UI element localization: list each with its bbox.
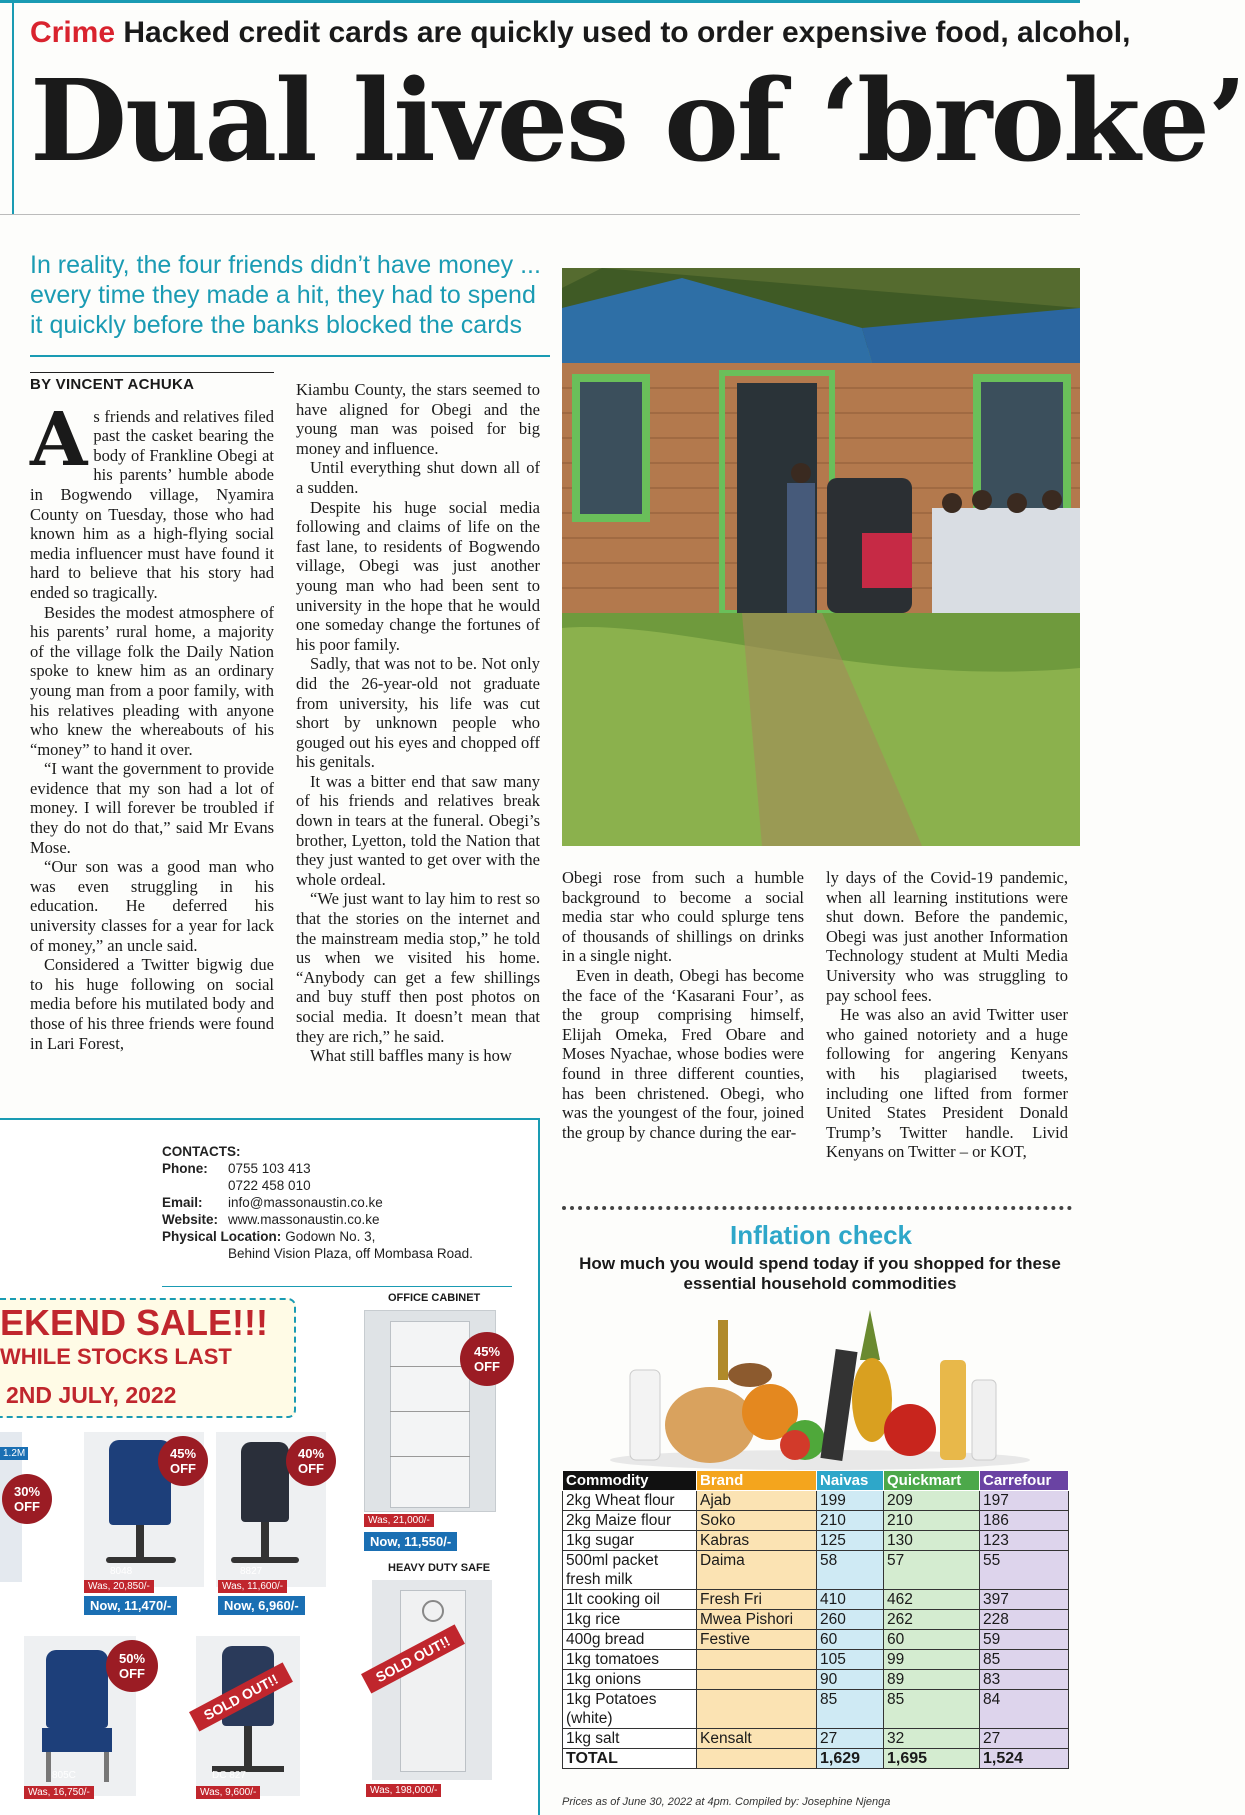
paragraph: Until everything shut down all of a sudden. bbox=[296, 458, 540, 497]
table-caption: Prices as of June 30, 2022 at 4pm. Compiled by: Josephine Njenga bbox=[562, 1796, 891, 1808]
kicker bbox=[30, 16, 1130, 50]
cell: 1,629 bbox=[817, 1749, 884, 1769]
header-carrefour: Carrefour bbox=[980, 1471, 1069, 1491]
cell: 85 bbox=[980, 1650, 1069, 1670]
byline-rule bbox=[30, 372, 274, 373]
cell: 397 bbox=[980, 1590, 1069, 1610]
chair-1-code: 8048 bbox=[110, 1566, 133, 1577]
paragraph: Besides the modest atmosphere of his parents’ rural home, a majority of the village folk the Daily Nation spoke to knew him as an ordinary young man from a poor family, with his relatives pleading with anyone who knew the whereabouts of his “money” to hand it over. bbox=[30, 602, 274, 759]
inflation-subtitle: How much you would spend today if you shopped for these essential household commodities bbox=[579, 1254, 1061, 1293]
groceries-illustration bbox=[600, 1300, 1040, 1468]
table-row bbox=[563, 1531, 1069, 1551]
article-column-2 bbox=[296, 380, 540, 1066]
paragraph: Sadly, that was not to be. Not only did the 26-year-old not graduate from university, his life was cut short by unknown people who gouged out his eyes and chopped off his genitals. bbox=[296, 654, 540, 772]
email: info@massonaustin.co.ke bbox=[228, 1195, 383, 1210]
location-1: Godown No. 3, bbox=[285, 1229, 376, 1244]
paragraph: ly days of the Covid-19 pandemic, when all learning institutions were shut down. Before the pandemic, Obegi was just another Information Technology student at Multi Media University who was struggling to pay school fees. bbox=[826, 868, 1068, 1005]
safe-was: Was, 198,000/- bbox=[366, 1784, 441, 1797]
chair-1-now: Now, 11,470/- bbox=[84, 1596, 177, 1615]
paragraph: “We just want to lay him to rest so that the stories on the internet and the mainstream media stop,” he told us when we visited his home. “Anybody can get a few shillings and buy stuff then post photos on social media. It doesn’t mean that they are rich,” he said. bbox=[296, 889, 540, 1046]
cell: 410 bbox=[817, 1590, 884, 1610]
dropcap: A bbox=[30, 396, 88, 483]
table-row bbox=[563, 1511, 1069, 1531]
table-row bbox=[563, 1650, 1069, 1670]
paragraph: Considered a Twitter bigwig due to his huge following on social media before his mutilated body and those of his three friends were found in Lari Forest, bbox=[30, 955, 274, 1053]
cell: Ajab bbox=[697, 1491, 817, 1511]
headline: Dual lives of ‘broke’ bbox=[30, 56, 1245, 187]
cell: 2kg Wheat flour bbox=[563, 1491, 697, 1511]
paragraph: Kiambu County, the stars seemed to have aligned for Obegi and the young man was poised for big money and influence. bbox=[296, 380, 540, 458]
cell: Daima bbox=[697, 1551, 817, 1590]
edge-label: 1.2M bbox=[0, 1447, 28, 1460]
cell: 130 bbox=[884, 1531, 980, 1551]
cell bbox=[697, 1650, 817, 1670]
chair-4-code: DC 827 bbox=[212, 1770, 246, 1781]
standfirst-rule bbox=[30, 355, 550, 357]
cell: 1lt cooking oil bbox=[563, 1590, 697, 1610]
chair-4-was: Was, 9,600/- bbox=[196, 1786, 260, 1799]
cell: Soko bbox=[697, 1511, 817, 1531]
cell: 210 bbox=[817, 1511, 884, 1531]
cell: Mwea Pishori bbox=[697, 1610, 817, 1630]
cell: 58 bbox=[817, 1551, 884, 1590]
sale-headline: EKEND SALE!!! bbox=[0, 1302, 268, 1343]
cell: 85 bbox=[884, 1690, 980, 1729]
cell bbox=[697, 1690, 817, 1729]
cell: 27 bbox=[817, 1729, 884, 1749]
header-naivas: Naivas bbox=[817, 1471, 884, 1491]
edge-badge: 30% OFF bbox=[2, 1474, 52, 1524]
table-row bbox=[563, 1670, 1069, 1690]
cell: 60 bbox=[884, 1630, 980, 1650]
cell: 1kg salt bbox=[563, 1729, 697, 1749]
cell: 1kg Potatoes (white) bbox=[563, 1690, 697, 1729]
cell: 199 bbox=[817, 1491, 884, 1511]
article-column-3 bbox=[562, 868, 804, 1142]
cell: Kabras bbox=[697, 1531, 817, 1551]
heavy-safe-label: HEAVY DUTY SAFE bbox=[388, 1562, 491, 1574]
chair-2-code: 8827 bbox=[240, 1566, 263, 1577]
cell: 228 bbox=[980, 1610, 1069, 1630]
ad-divider bbox=[162, 1286, 512, 1287]
chair-3-was: Was, 16,750/- bbox=[24, 1786, 94, 1799]
phone-label: Phone: bbox=[162, 1161, 208, 1176]
standfirst: In reality, the four friends didn’t have money ... every time they made a hit, they had to spend it quickly before the banks blocked the cards bbox=[30, 251, 541, 339]
chair-1-was: Was, 20,850/- bbox=[84, 1580, 154, 1593]
cell: 123 bbox=[980, 1531, 1069, 1551]
article-column-1 bbox=[30, 372, 274, 1053]
sale-date: 2ND JULY, 2022 bbox=[6, 1382, 177, 1408]
table-row bbox=[563, 1491, 1069, 1511]
cell: 84 bbox=[980, 1690, 1069, 1729]
cell: 500ml packet fresh milk bbox=[563, 1551, 697, 1590]
cell: 186 bbox=[980, 1511, 1069, 1531]
cell: 55 bbox=[980, 1551, 1069, 1590]
cell: 400g bread bbox=[563, 1630, 697, 1650]
table-row bbox=[563, 1729, 1069, 1749]
table-row bbox=[563, 1551, 1069, 1590]
chair-2-badge: 40% OFF bbox=[286, 1436, 336, 1486]
cell: 462 bbox=[884, 1590, 980, 1610]
table-row bbox=[563, 1690, 1069, 1729]
cell bbox=[697, 1670, 817, 1690]
cell: Festive bbox=[697, 1630, 817, 1650]
safe-sold-out: SOLD OUT!! bbox=[361, 1624, 465, 1693]
header-brand: Brand bbox=[697, 1471, 817, 1491]
paragraph: It was a bitter end that saw many of his friends and relatives break down in tears at the funeral. Obegi’s brother, Lyetton, told the Nation that they just wanted to get over with the whole ordeal. bbox=[296, 771, 540, 889]
cell: 105 bbox=[817, 1650, 884, 1670]
table-row bbox=[563, 1630, 1069, 1650]
cell: 1kg rice bbox=[563, 1610, 697, 1630]
table-header-row bbox=[563, 1471, 1069, 1491]
paragraph: Despite his huge social media following and claims of life on the fast lane, to residents of Bogwendo village, Obegi was just another young man who had been sent to university in the hope that he would one someday change the fortunes of his poor family. bbox=[296, 497, 540, 654]
website-label: Website: bbox=[162, 1212, 219, 1227]
email-label: Email: bbox=[162, 1195, 203, 1210]
cell: 1kg onions bbox=[563, 1670, 697, 1690]
section-tag: Crime bbox=[30, 16, 116, 49]
sale-subline: WHILE STOCKS LAST bbox=[0, 1344, 232, 1369]
cell bbox=[697, 1749, 817, 1769]
cell: 2kg Maize flour bbox=[563, 1511, 697, 1531]
cell: 32 bbox=[884, 1729, 980, 1749]
cell: 85 bbox=[817, 1690, 884, 1729]
inflation-table bbox=[562, 1470, 1069, 1769]
header-commodity: Commodity bbox=[563, 1471, 697, 1491]
cell: 1,695 bbox=[884, 1749, 980, 1769]
cell: 59 bbox=[980, 1630, 1069, 1650]
top-rule bbox=[0, 0, 1080, 3]
cell: 125 bbox=[817, 1531, 884, 1551]
cabinet-was: Was, 21,000/- bbox=[364, 1514, 434, 1527]
byline: BY VINCENT ACHUKA bbox=[30, 376, 195, 393]
cell: 262 bbox=[884, 1610, 980, 1630]
paragraph: “Our son was a good man who was even struggling in his education. He deferred his university classes for a year for lack of money,” an uncle said. bbox=[30, 857, 274, 955]
cell: 57 bbox=[884, 1551, 980, 1590]
chair-icon bbox=[46, 1650, 108, 1728]
website: www.massonaustin.co.ke bbox=[228, 1212, 380, 1227]
cell: 89 bbox=[884, 1670, 980, 1690]
section-dotted-rule bbox=[562, 1206, 1072, 1215]
cell: 260 bbox=[817, 1610, 884, 1630]
table-row bbox=[563, 1610, 1069, 1630]
cell: 1kg sugar bbox=[563, 1531, 697, 1551]
cell: Fresh Fri bbox=[697, 1590, 817, 1610]
cell: 83 bbox=[980, 1670, 1069, 1690]
phone-1: 0755 103 413 bbox=[228, 1161, 311, 1176]
chair-icon bbox=[241, 1442, 289, 1522]
paragraph: He was also an avid Twitter user who gained notoriety and a huge following for angering Kenyans with his plagiarised tweets, including one lifted from former United States President Donald Trump’s Twitter handle. Livid Kenyans on Twitter – or KOT, bbox=[826, 1005, 1068, 1162]
ad-contacts bbox=[162, 1143, 522, 1262]
phone-2: 0722 458 010 bbox=[228, 1178, 311, 1193]
table-total-row bbox=[563, 1749, 1069, 1769]
section-rule bbox=[12, 0, 14, 214]
chair-2-was: Was, 11,600/- bbox=[218, 1580, 287, 1593]
cell: Kensalt bbox=[697, 1729, 817, 1749]
location-label: Physical Location: bbox=[162, 1229, 282, 1244]
office-cabinet-label: OFFICE CABINET bbox=[388, 1292, 481, 1304]
cabinet-now: Now, 11,550/- bbox=[364, 1532, 457, 1551]
article-column-4 bbox=[826, 868, 1068, 1162]
cell: 90 bbox=[817, 1670, 884, 1690]
groceries-icon bbox=[600, 1300, 1040, 1468]
cell: 1kg tomatoes bbox=[563, 1650, 697, 1670]
chair-2-now: Now, 6,960/- bbox=[218, 1596, 305, 1615]
cell: 1,524 bbox=[980, 1749, 1069, 1769]
contacts-label: CONTACTS: bbox=[162, 1144, 241, 1159]
cell: 60 bbox=[817, 1630, 884, 1650]
header-quickmart: Quickmart bbox=[884, 1471, 980, 1491]
homestead-photo bbox=[562, 268, 1080, 846]
table-row bbox=[563, 1590, 1069, 1610]
paragraph: “I want the government to provide evidence that my son had a lot of money. I will forever be troubled if they do not do that,” said Mr Evans Mose. bbox=[30, 759, 274, 857]
chair-1-badge: 45% OFF bbox=[158, 1436, 208, 1486]
chair-3-code: 805C bbox=[52, 1770, 76, 1781]
paragraph: Even in death, Obegi has become the face of the ‘Kasarani Four’, as the group comprising himself, Elijah Omeka, Fred Obare and Moses Nyachae, whose bodies were found in three different counties, has been christened. Obegi, who was the youngest of the four, joined the group by chance during the ear- bbox=[562, 965, 804, 1142]
cell: 197 bbox=[980, 1491, 1069, 1511]
cell: TOTAL bbox=[563, 1749, 697, 1769]
cell: 210 bbox=[884, 1511, 980, 1531]
chair-4-sold-out: SOLD OUT!! bbox=[189, 1662, 293, 1731]
cabinet-badge: 45% OFF bbox=[460, 1332, 514, 1386]
cell: 209 bbox=[884, 1491, 980, 1511]
chair-3-badge: 50% OFF bbox=[106, 1640, 158, 1692]
kicker-text: Hacked credit cards are quickly used to order expensive food, alcohol, bbox=[123, 16, 1131, 49]
paragraph: Obegi rose from such a humble background to become a social media star who could splurge tens of thousands of shillings on drinks in a single night. bbox=[562, 868, 804, 966]
cell: 27 bbox=[980, 1729, 1069, 1749]
header-rule bbox=[0, 214, 1080, 215]
inflation-title: Inflation check bbox=[729, 1220, 913, 1250]
paragraph: s friends and relatives filed past the casket bearing the body of Frankline Obegi at his parents’ humble abode in Bogwendo village, Nyamira County on Tuesday, those who had known him as a high-flying social media influencer must have found it hard to believe that his story had ended so tragically. bbox=[30, 406, 274, 602]
article-photo bbox=[562, 268, 1080, 846]
cell: 99 bbox=[884, 1650, 980, 1670]
paragraph: What still baffles many is how bbox=[310, 1046, 512, 1066]
location-2: Behind Vision Plaza, off Mombasa Road. bbox=[228, 1246, 473, 1261]
